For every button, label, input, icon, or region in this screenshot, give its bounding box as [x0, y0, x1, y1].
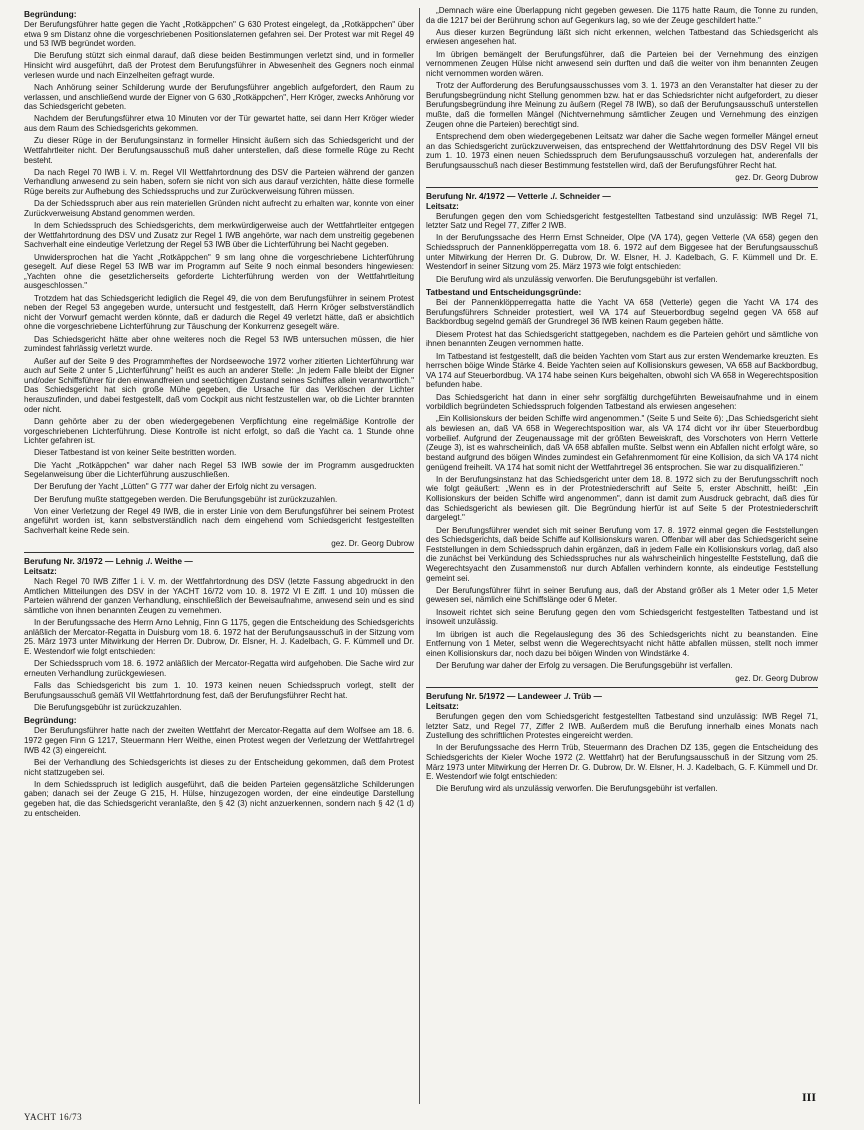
paragraph: Die Berufung stützt sich einmal darauf, daß diese beiden Bestimmungen verletzt sind, und in formeller Hinsicht wird ausgeführt, daß der Protest dem Berufungsführer in Abwesenheit des Gegners noch einmal verlesen wurde und nach Einzelheiten gefragt wurde. — [24, 51, 414, 80]
paragraph: Der Schiedsspruch vom 18. 6. 1972 anläßlich der Mercator-Regatta wird aufgehoben. Die Sache wird zur erneuten Verhandlung zurückgewiesen. — [24, 659, 414, 678]
page-number: III — [801, 1090, 816, 1104]
paragraph: Falls das Schiedsgericht bis zum 1. 10. 1973 keinen neuen Schiedsspruch vorlegt, stellt der Berufungsausschuß gemäß VII Wettfahrtordnung fest, daß der Berufungsführer Recht hat. — [24, 681, 414, 700]
paragraph: Im übrigen bemängelt der Berufungsführer, daß die Parteien bei der Vernehmung des einzigen vernommenen Zeugen Hülse nicht anwesend sein durften und daß die weiter von ihm benannten Zeugen nicht vernommen worden wären. — [426, 49, 818, 78]
paragraph: Zu dieser Rüge in der Berufungsinstanz in formeller Hinsicht äußern sich das Schiedsgericht und der Wettfahrtleiter nicht. Der Berufungsausschuß muß daher unterstellen, daß diese formelle Rüge zu Recht besteht. — [24, 136, 414, 165]
signature: gez. Dr. Georg Dubrow — [735, 173, 818, 183]
section-divider — [426, 187, 818, 188]
paragraph: „Demnach wäre eine Überlappung nicht gegeben gewesen. Die 1175 hatte Raum, die Tonne zu runden, da die 1217 bei der Berührung schon auf Gegenkurs lag, so wie der Zeuge geschildert hatte." — [426, 6, 818, 25]
paragraph: Die Berufungsgebühr ist zurückzuzahlen. — [34, 702, 182, 712]
paragraph: „Ein Kollisionskurs der beiden Schiffe wird angenommen." (Seite 5 und Seite 6): „Das Schiedsgericht sieht als bewiesen an, daß VA 658 in Wegerechtsposition war, als VA 174 dicht vor ihr über Steuerbordbug vorbeilief. Aufgrund der Zeugenaussage mit der größten Beweiskraft, des Vorschoters von Herrn Vetterle (Zeuge 3), ist es wahrscheinlich, daß VA 658 abfallen mußte. Selbst wenn ein Abfallen nicht erfolgt wäre, so bestand aufgrund des böigen Windes zumindest ein Gefahrenmoment für eine Kollision, da sich VA 174 nicht genügend freiheilt. VA 174 hat somit nicht der Wettfahrtregel 36 entsprochen. Sie war zu disqualifizieren." — [426, 414, 818, 472]
paragraph: Im Tatbestand ist festgestellt, daß die beiden Yachten vom Start aus zur ersten Wendemarke kreuzten. Es herrschen böige Winde Stärke 4. Beide Yachten seien auf Kollisionskurs gewesen, VA 658 auf Backbordbug, VA 174 auf Steuerbordbug. VA 174 habe seinen Kurs beigehalten, obwohl sich VA 658 in Wegerechtsposition befunden habe. — [426, 351, 818, 390]
paragraph: In der Berufungssache des Herrn Arno Lehnig, Finn G 1175, gegen die Entscheidung des Schiedsgerichts anläßlich der Mercator-Regatta in Duisburg vom 18. 6. 1972 hat der Berufungsausschuß in der Sitzung vom 25. März 1973 unter Mitwirkung der Herren Dr. Dubrow, Dr. Elsner, H. J. Kadelbach, G. F. Kümmell und Dr. E. Westendorf wie folgt entschieden: — [24, 618, 414, 656]
paragraph: Aus dieser kurzen Begründung läßt sich nicht erkennen, welchen Tatbestand das Schiedsgericht als erwiesen angesehen hat. — [426, 27, 818, 47]
paragraph: Der Berufungsführer hatte nach der zweiten Wettfahrt der Mercator-Regatta auf dem Wolfsee am 18. 6. 1972 gegen Finn G 1217, Steuermann Herr Weithe, einen Protest wegen der Verletzung der Wettfahrtregel IWB 42 (3) eingereicht. — [24, 726, 414, 755]
paragraph: Nach Regel 70 IWB Ziffer 1 i. V. m. der Wettfahrtordnung des DSV (letzte Fassung abgedruckt in den Amtlichen Mitteilungen des DSV in der YACHT 16/72 vom 10. 8. 1972 VI E Ziff. 1 und 10) müssen die Parteien während der ganzen Verhandlung, einschließlich der Beweisaufnahme, anwesend sein und es sind sämtliche von ihnen benannten Zeugen zu vernehmen. — [24, 576, 414, 615]
subheading: Leitsatz: — [426, 202, 459, 211]
paragraph: In dem Schiedsspruch ist lediglich ausgeführt, daß die beiden Parteien gegensätzliche Schilderungen gaben; danach sei der Zeuge G 215, H. Hülse, hinzugezogen worden, der eine eindeutige Darstellung gegeben hat, die das Schiedsgericht veranlaßte, den § 42 (3) nicht anzuerkennen, sondern nach § 42 (1 d) zu entscheiden. — [24, 779, 414, 818]
paragraph: Trotzdem hat das Schiedsgericht lediglich die Regel 49, die von dem Berufungsführer in seinem Protest neben der Regel 53 angegeben wurde, untersucht und festgestellt, daß Herrn Kröger selbstverständlich nicht der Vorwurf gemacht werden könnte, daß er dadurch die Regel 49 verletzt hätte, daß er absichtlich ohne die vorgeschriebene Lichterführung zur Täuschung der Konkurrenz gesegelt wäre. — [24, 293, 414, 332]
footer-issue: YACHT 16/73 — [24, 1112, 83, 1122]
paragraph: Insoweit richtet sich seine Berufung gegen den vom Schiedsgericht festgestellten Tatbestand und ist insoweit unzulässig. — [426, 607, 818, 627]
paragraph: Bei der Verhandlung des Schiedsgerichts ist dieses zu der Entscheidung gekommen, daß dem Protest nicht stattzugeben sei. — [24, 757, 414, 777]
signature: gez. Dr. Georg Dubrow — [735, 673, 818, 683]
subheading: Leitsatz: — [24, 567, 57, 577]
paragraph: Berufungen gegen den vom Schiedsgericht festgestellten Tatbestand sind unzulässig: IWB Regel 71, letzter Satz und Regel 77, Ziffer 2 IWB. — [426, 211, 818, 231]
paragraph: Der Berufung mußte stattgegeben werden. Die Berufungsgebühr ist zurückzuzahlen. — [34, 494, 338, 504]
section-heading: Berufung Nr. 4/1972 — Vetterle ./. Schneider — — [426, 191, 611, 201]
column-divider — [419, 8, 420, 1104]
paragraph: Von einer Verletzung der Regel 49 IWB, die in erster Linie von dem Berufungsführer bei seinem Protest angeführt worden ist, kann selbstverständlich nach dem eingehend vom Schiedsgericht festgestellten Sachverhalt keine Rede sein. — [24, 506, 414, 536]
paragraph: In der Berufungssache des Herrn Trüb, Steuermann des Drachen DZ 135, gegen die Entscheidung des Schiedsgerichts der Kieler Woche 1972 (2. Wettfahrt) hat der Berufungsausschuß in der Sitzung vom 25. März 1973 unter Mitwirkung der Herren Dr. G. Dubrow, Dr. W. Elsner, H. J. Kadelbach, G. F. Kümmell und Dr. E. Westendorf wie folgt entschieden: — [426, 743, 818, 782]
paragraph: Unwidersprochen hat die Yacht „Rotkäppchen" 9 sm lang ohne die vorgeschriebene Lichterführung gesegelt. Auf diese Regel 53 IWB war im Programm auf Seite 9 noch einmal besonders hingewiesen: „Yachten ohne die gesetzlicherseits geforderte Lichterführung werden von der Wettfahrtleitung ausgeschlossen." — [24, 252, 414, 291]
paragraph: In dem Schiedsspruch des Schiedsgerichts, dem merkwürdigerweise auch der Wettfahrtleiter entgegen der Wettfahrtordnung des DSV und Zusatz zur Regel 1 IWB angehörte, war nach dem unstreitig gegebenen Sachverhalt eine eindeutige Verletzung der Regel 53 IWB über die Lichterführung bei Nacht gegeben. — [24, 221, 414, 250]
paragraph: Der Berufungsführer hatte gegen die Yacht „Rotkäppchen" G 630 Protest eingelegt, da „Rotkäppchen" über etwa 9 sm Distanz ohne die vorgeschriebenen Positionslaternen gefahren sei. Der Protest war mit Regel 49 und 53 IWB begründet worden. — [24, 20, 414, 49]
paragraph: Berufungen gegen den vom Schiedsgericht festgestellten Tatbestand sind unzulässig: IWB Regel 71, letzter Satz, und Regel 77, Ziffer 2 IWB. Außerdem muß die Berufung innerhalb eines Monats nach Zustellung des schriftlichen Protestes eingereicht werden. — [426, 711, 818, 741]
section-heading: Begründung: — [24, 715, 77, 726]
subheading: Leitsatz: — [426, 702, 459, 712]
paragraph: Die Yacht „Rotkäppchen" war daher nach Regel 53 IWB sowie der im Programm ausgedruckten Segelanweisung über die Lichterführung auszuschließen. — [24, 460, 414, 480]
paragraph: Diesem Protest hat das Schiedsgericht stattgegeben, nachdem es die Parteien gehört und sämtliche von ihnen benannten Zeugen vernommen hatte. — [426, 329, 818, 349]
section-heading: Berufung Nr. 3/1972 — Lehnig ./. Weithe — — [24, 556, 193, 567]
section-heading: Begründung: — [24, 9, 77, 19]
section-divider — [426, 687, 818, 688]
paragraph: Da nach Regel 70 IWB i. V. m. Regel VII Wettfahrtordnung des DSV die Parteien während der ganzen Verhandlung anwesend zu sein haben, sofern sie nicht von sich aus darauf verzichten, hätte diese formelle Rüge bereits zur Aufhebung des Schiedsspruchs und zur Zurückverweisung führen müssen. — [24, 167, 414, 196]
paragraph: Das Schiedsgericht hat dann in einer sehr sorgfältig durchgeführten Beweisaufnahme und in einem vorbildlich begründeten Schiedsspruch folgenden Tatbestand als erwiesen angesehen: — [426, 392, 818, 412]
paragraph: In der Berufungsinstanz hat das Schiedsgericht unter dem 18. 8. 1972 sich zu der Berufungsschrift noch wie folgt geäußert: „Wenn es in der Protestniederschrift auf Seite 5, erster Abschnitt, heißt: „Ein Kollisionskurs der beiden Schiffe wird angenommen", dann ist damit zum Ausdruck gebracht, daß dies für das Schiedsgericht als bewiesen gilt. Die Begründung hierfür ist auf Seite 5 der Protestniederschrift dargelegt." — [426, 474, 818, 523]
paragraph: In der Berufungssache des Herrn Ernst Schneider, Olpe (VA 174), gegen Vetterle (VA 658) gegen den Schiedsspruch der Pannenklöpperregatta vom 18. 6. 1972 auf dem Biggesee hat der Berufungsausschuß unter Mitwirkung der Herren Dr. G. Dubrow, Dr. W. Elsner, H. J. Kadelbach, G. F. Kümmell und Dr. E. Westendorf in seiner Sitzung vom 25. März 1973 wie folgt entschieden: — [426, 233, 818, 272]
right-column — [426, 6, 818, 1104]
signature: gez. Dr. Georg Dubrow — [331, 538, 414, 548]
paragraph: Trotz der Aufforderung des Berufungsausschusses vom 3. 1. 1973 an den Veranstalter hat dieser zu der Berufungsbegründung nicht Stellung genommen bzw. hat er das Schiedsrichter nicht aufgefordert, zu dieser Berufungsbegründung ihre Meinung zu äußern (Regel 78 IWB), so daß der Berufungsausschuß unterstellen mußte, daß die formellen Mängel (Nichtvernehmung sämtlicher Zeugen und Vernehmung des einzigen Zeugen ohne die Parteien) berechtigt sind. — [426, 81, 818, 129]
paragraph: Die Berufung wird als unzulässig verworfen. Die Berufungsgebühr ist verfallen. — [436, 784, 718, 794]
paragraph: Dann gehörte aber zu der oben wiedergegebenen Verpflichtung eine regelmäßige Kontrolle der vorgeschriebenen Lichterführung. Diese Kontrolle ist nicht erfolgt, so daß die Yacht ca. 1 Stunde ohne Lichter gefahren ist. — [24, 416, 414, 446]
paragraph: Die Berufung wird als unzulässig verworfen. Die Berufungsgebühr ist verfallen. — [436, 274, 718, 284]
paragraph: Der Berufung der Yacht „Lütten" G 777 war daher der Erfolg nicht zu versagen. — [34, 482, 317, 492]
paragraph: Da der Schiedsspruch aber aus rein materiellen Gründen nicht aufrecht zu erhalten war, konnte von einer Zurückverweisung Abstand genommen werden. — [24, 199, 414, 218]
section-heading: Tatbestand und Entscheidungsgründe: — [426, 287, 582, 298]
paragraph: Dieser Tatbestand ist von keiner Seite bestritten worden. — [34, 448, 237, 458]
paragraph: Nach Anhörung seiner Schilderung wurde der Berufungsführer angeblich aufgefordert, den Raum zu verlassen, und anschließend wurde der Eigner von G 630 „Rotkäppchen", Herr Kröger, zwecks Anhörung vor das Schiedsgericht gebeten. — [24, 82, 414, 112]
section-divider — [24, 552, 414, 553]
paragraph: Im übrigen ist auch die Regelauslegung des 36 des Schiedsgerichts nicht zu beanstanden. Eine Entfernung von 1 Meter, selbst wenn die Wegerechtsyacht nicht hätte abfallen müssen, stellt noch immer einen Kollisionskurs dar, noch dazu bei böigen Winden von Windstärke 4. — [426, 629, 818, 658]
paragraph: Das Schiedsgericht hätte aber ohne weiteres noch die Regel 53 IWB untersuchen müssen, die hier zumindest fahrlässig verletzt wurde. — [24, 334, 414, 354]
paragraph: Der Berufungsführer führt in seiner Berufung aus, daß der Abstand größer als 1 Meter oder 1,5 Meter gewesen sei, nämlich eine Schiffslänge oder 6 Meter. — [426, 585, 818, 605]
left-column — [24, 6, 414, 1104]
paragraph: Bei der Pannenklöpperregatta hatte die Yacht VA 658 (Vetterle) gegen die Yacht VA 174 des Berufungsführers Schneider protestiert, weil VA 174 auf Steuerbordbug segelnd gegen VA 658 auf Backbordbug segelnd gemäß der Grundregel 36 IWB keinen Raum gegeben hätte. — [426, 298, 818, 327]
paragraph: Nachdem der Berufungsführer etwa 10 Minuten vor der Tür gewartet hatte, sei dann Herr Kröger wieder aus dem Raum des Schiedsgerichts gekommen. — [24, 114, 414, 134]
paragraph: Außer auf der Seite 9 des Programmheftes der Nordseewoche 1972 vorher zitierten Lichterführung war auch auf Seite 2 unter 5 „Lichterführung" heißt es auch an anderer Stelle: „In jedem Falle bleibt der Eigner und/oder Schiffsführer für den einwandfreien und seetüchtigen Zustand seines Schiffes allein verantwortlich." Das Schiedsgericht hat sich große Mühe gegeben, die Ursache für das Verlöschen der Lichter herauszufinden, und dabei festgestellt, daß vom Cockpit aus nicht festzustellen war, ob die Lichter brannten oder nicht. — [24, 356, 414, 414]
paragraph: Der Berufungsführer wendet sich mit seiner Berufung vom 17. 8. 1972 einmal gegen die Feststellungen des Schiedsgerichts, daß beide Schiffe auf Kollisionskurs waren. Offenbar will aber das Schiedsgericht seine Feststellungen in dem Schiedsspruch dahin ergänzen, daß in jedem Falle ein Kollisionskurs vorlag, daß also die zunächst bei Verkündung des Schiedsspruches nur als wahrscheinlich hingestellte Feststellung, daß die Wegerechtsyacht den Zusammenstoß nur durch Abfallen verhindern konnte, als eindeutige Feststellung gemeint sei. — [426, 525, 818, 583]
paragraph: Entsprechend dem oben wiedergegebenen Leitsatz war daher die Sache wegen formeller Mängel erneut an das Schiedsgericht zurückzuverweisen, das entsprechend der Wettfahrtordnung des DSV Regel VII bis zum 1. 10. 1973 einen neuen Schiedsspruch dem Berufungsausschuß vorzulegen hat, anderenfalls der Berufungsausschuß nach dieser Bestimmung feststellen wird, daß der Berufungsführer Recht hat. — [426, 131, 818, 170]
paragraph: Der Berufung war daher der Erfolg zu versagen. Die Berufungsgebühr ist verfallen. — [436, 661, 733, 670]
section-heading: Berufung Nr. 5/1972 — Landeweer ./. Trüb — — [426, 691, 602, 702]
